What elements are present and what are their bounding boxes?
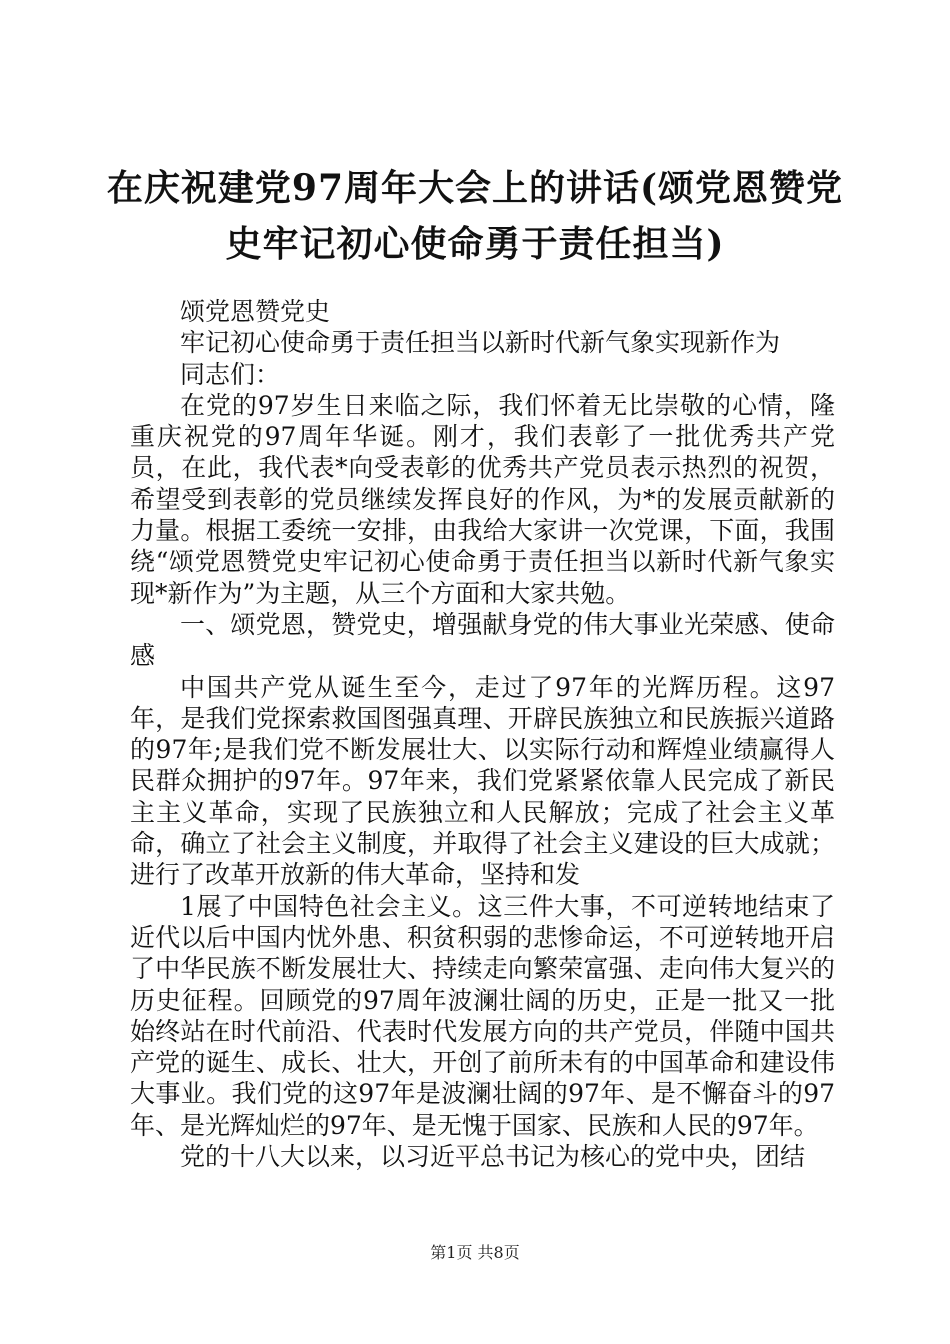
subtitle-paragraph: 牢记初心使命勇于责任担当以新时代新气象实现新作为 [180,328,781,358]
title-line-2: 史牢记初心使命勇于责任担当) [225,223,725,265]
subtitle-paragraph: 颂党恩赞党史 [180,297,331,326]
body-paragraph: 中国共产党从诞生至今，走过了97年的光辉历程。这97年，是我们党探索救国图强真理、开辟民族独立和民族振兴道路的97年;是我们党不断发展壮大、以实际行动和辉煌业绩赢得人民群众拥护的97年。97年来，我们党紧紧依靠人民完成了新民主主义革命，实现了民族独立和人民解放；完成了社会主义革命，确立了社会主义制度，并取得了社会主义建设的巨大成就；进行了改革开放新的伟大革命，坚持和发 [130,672,835,890]
document-body [130,296,835,1172]
section-heading: 一、颂党恩，赞党史，增强献身党的伟大事业光荣感、使命感 [130,609,835,671]
body-paragraph: 在党的97岁生日来临之际，我们怀着无比崇敬的心情，隆重庆祝党的97周年华诞。刚才，我们表彰了一批优秀共产党员，在此，我代表*向受表彰的优秀共产党员表示热烈的祝贺，希望受到表彰的党员继续发挥良好的作风，为*的发展贡献新的力量。根据工委统一安排，由我给大家讲一次党课，下面，我围绕“颂党恩赞党史牢记初心使命勇于责任担当以新时代新气象实现*新作为”为主题，从三个方面和大家共勉。 [130,390,835,608]
document-title [100,160,850,272]
salutation-paragraph: 同志们： [180,359,281,389]
title-line-1: 在庆祝建党97周年大会上的讲话(颂党恩赞党 [106,167,844,209]
body-paragraph: 1展了中国特色社会主义。这三件大事，不可逆转地结束了近代以后中国内忧外患、积贫积弱的悲惨命运，不可逆转地开启了中华民族不断发展壮大、持续走向繁荣富强、走向伟大复兴的历史征程。回顾党的97周年波澜壮阔的历史，正是一批又一批始终站在时代前沿、代表时代发展方向的共产党员，伴随中国共产党的诞生、成长、壮大，开创了前所未有的中国革命和建设伟大事业。我们党的这97年是波澜壮阔的97年、是不懈奋斗的97年、是光辉灿烂的97年、是无愧于国家、民族和人民的97年。 [130,891,835,1140]
page-footer: 第1页 共8页 [430,1243,520,1262]
body-paragraph: 党的十八大以来，以习近平总书记为核心的党中央，团结 [180,1142,806,1172]
